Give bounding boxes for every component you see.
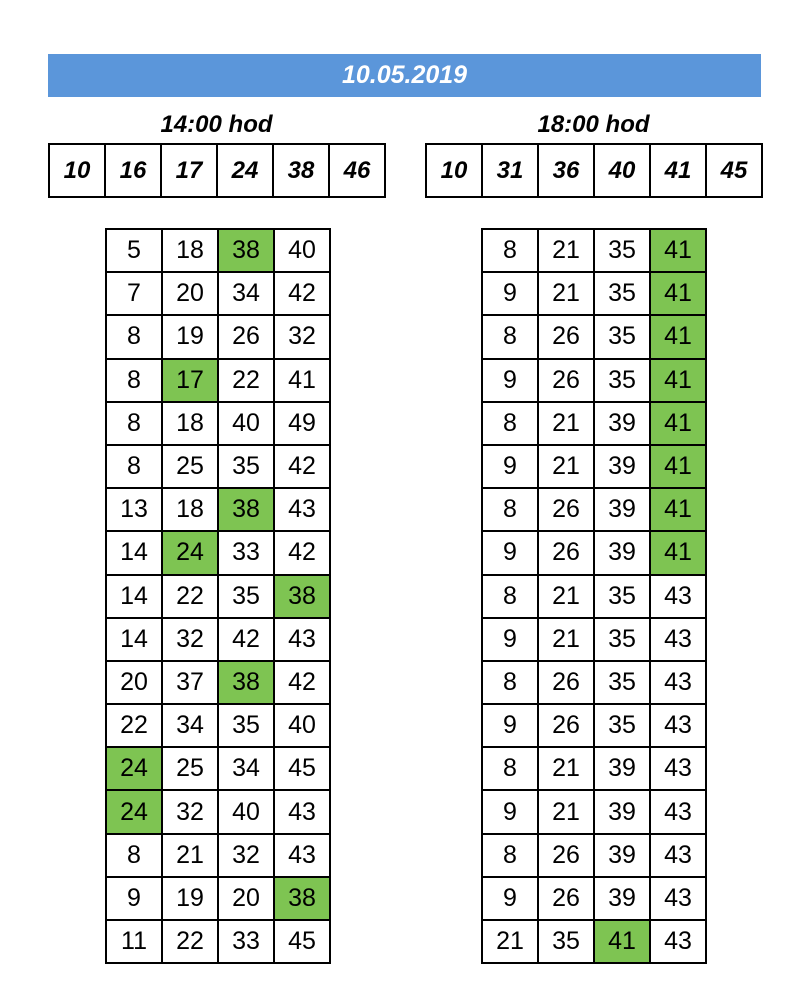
ticket-number: 18 <box>162 488 218 531</box>
ticket-number: 35 <box>218 575 274 618</box>
ticket-number: 41 <box>650 531 706 574</box>
ticket-number: 34 <box>162 704 218 747</box>
ticket-number: 39 <box>594 531 650 574</box>
winning-number: 41 <box>651 143 707 198</box>
ticket-row <box>482 229 706 272</box>
ticket-number: 26 <box>218 315 274 358</box>
ticket-row <box>482 402 706 445</box>
winning-number: 10 <box>50 143 106 198</box>
session-label-1800: 18:00 hod <box>537 111 650 138</box>
ticket-number: 42 <box>274 531 330 574</box>
ticket-number: 39 <box>594 445 650 488</box>
ticket-number: 43 <box>650 704 706 747</box>
date-title: 10.05.2019 <box>48 54 761 97</box>
ticket-row <box>482 747 706 790</box>
ticket-number: 8 <box>482 575 538 618</box>
ticket-number: 14 <box>106 618 162 661</box>
ticket-number: 26 <box>538 834 594 877</box>
ticket-row <box>106 315 330 358</box>
ticket-number: 42 <box>218 618 274 661</box>
ticket-number: 42 <box>274 661 330 704</box>
ticket-number: 18 <box>162 402 218 445</box>
ticket-row <box>106 272 330 315</box>
ticket-grid-1800 <box>481 228 707 964</box>
ticket-number: 38 <box>274 575 330 618</box>
winning-number: 17 <box>162 143 218 198</box>
ticket-number: 33 <box>218 920 274 963</box>
ticket-number: 35 <box>594 272 650 315</box>
ticket-number: 19 <box>162 315 218 358</box>
ticket-number: 41 <box>650 445 706 488</box>
ticket-number: 26 <box>538 661 594 704</box>
ticket-number: 34 <box>218 272 274 315</box>
ticket-number: 42 <box>274 445 330 488</box>
ticket-number: 22 <box>162 575 218 618</box>
winning-number: 38 <box>274 143 330 198</box>
ticket-number: 38 <box>218 229 274 272</box>
ticket-row <box>482 877 706 920</box>
winning-number: 16 <box>106 143 162 198</box>
ticket-row <box>482 834 706 877</box>
ticket-number: 8 <box>482 834 538 877</box>
ticket-number: 43 <box>650 920 706 963</box>
ticket-number: 34 <box>218 747 274 790</box>
ticket-number: 8 <box>106 315 162 358</box>
winning-number: 46 <box>330 143 386 198</box>
ticket-number: 21 <box>538 618 594 661</box>
ticket-number: 45 <box>274 920 330 963</box>
ticket-number: 43 <box>650 877 706 920</box>
ticket-row <box>106 877 330 920</box>
ticket-row <box>106 402 330 445</box>
winning-number: 40 <box>595 143 651 198</box>
ticket-number: 21 <box>538 402 594 445</box>
ticket-number: 20 <box>106 661 162 704</box>
ticket-number: 43 <box>274 790 330 833</box>
ticket-number: 35 <box>594 359 650 402</box>
ticket-number: 8 <box>106 359 162 402</box>
winning-numbers-1400 <box>48 143 386 198</box>
ticket-row <box>106 229 330 272</box>
ticket-number: 9 <box>482 618 538 661</box>
winning-number: 31 <box>483 143 539 198</box>
ticket-row <box>482 618 706 661</box>
ticket-number: 35 <box>594 704 650 747</box>
ticket-row <box>482 704 706 747</box>
ticket-number: 20 <box>218 877 274 920</box>
winning-number: 24 <box>218 143 274 198</box>
ticket-number: 9 <box>482 877 538 920</box>
ticket-row <box>482 315 706 358</box>
ticket-number: 24 <box>106 747 162 790</box>
ticket-number: 21 <box>538 747 594 790</box>
ticket-number: 41 <box>650 488 706 531</box>
ticket-row <box>106 747 330 790</box>
ticket-row <box>482 359 706 402</box>
ticket-number: 35 <box>594 315 650 358</box>
ticket-number: 33 <box>218 531 274 574</box>
ticket-number: 18 <box>162 229 218 272</box>
ticket-number: 32 <box>274 315 330 358</box>
ticket-number: 41 <box>650 315 706 358</box>
ticket-number: 43 <box>650 790 706 833</box>
ticket-number: 9 <box>482 531 538 574</box>
ticket-number: 21 <box>482 920 538 963</box>
ticket-row <box>482 920 706 963</box>
ticket-number: 21 <box>538 790 594 833</box>
ticket-row <box>482 575 706 618</box>
ticket-number: 41 <box>274 359 330 402</box>
winning-numbers-1800 <box>425 143 763 198</box>
ticket-number: 8 <box>482 402 538 445</box>
ticket-number: 14 <box>106 531 162 574</box>
ticket-number: 8 <box>482 315 538 358</box>
ticket-number: 26 <box>538 488 594 531</box>
ticket-number: 8 <box>106 445 162 488</box>
ticket-number: 38 <box>218 488 274 531</box>
ticket-number: 39 <box>594 402 650 445</box>
session-label-1400: 14:00 hod <box>160 111 273 138</box>
ticket-number: 21 <box>162 834 218 877</box>
ticket-number: 43 <box>650 747 706 790</box>
ticket-number: 19 <box>162 877 218 920</box>
ticket-number: 8 <box>482 747 538 790</box>
ticket-row <box>106 488 330 531</box>
ticket-number: 41 <box>594 920 650 963</box>
ticket-row <box>482 790 706 833</box>
ticket-number: 32 <box>162 790 218 833</box>
ticket-number: 24 <box>162 531 218 574</box>
ticket-number: 43 <box>650 661 706 704</box>
ticket-row <box>106 575 330 618</box>
winning-number: 45 <box>707 143 763 198</box>
ticket-number: 43 <box>274 618 330 661</box>
ticket-number: 14 <box>106 575 162 618</box>
ticket-number: 26 <box>538 315 594 358</box>
ticket-number: 35 <box>218 445 274 488</box>
ticket-number: 7 <box>106 272 162 315</box>
ticket-number: 22 <box>106 704 162 747</box>
ticket-number: 5 <box>106 229 162 272</box>
ticket-number: 8 <box>482 229 538 272</box>
ticket-row <box>482 531 706 574</box>
ticket-row <box>106 445 330 488</box>
ticket-number: 39 <box>594 790 650 833</box>
winning-number: 10 <box>427 143 483 198</box>
ticket-number: 42 <box>274 272 330 315</box>
ticket-number: 35 <box>538 920 594 963</box>
ticket-number: 26 <box>538 531 594 574</box>
ticket-number: 24 <box>106 790 162 833</box>
winning-number: 36 <box>539 143 595 198</box>
ticket-row <box>106 704 330 747</box>
ticket-number: 35 <box>594 661 650 704</box>
ticket-number: 49 <box>274 402 330 445</box>
ticket-number: 21 <box>538 575 594 618</box>
ticket-number: 8 <box>106 402 162 445</box>
ticket-number: 37 <box>162 661 218 704</box>
ticket-number: 9 <box>482 445 538 488</box>
ticket-number: 35 <box>594 229 650 272</box>
ticket-number: 13 <box>106 488 162 531</box>
ticket-number: 21 <box>538 272 594 315</box>
ticket-number: 8 <box>106 834 162 877</box>
ticket-number: 22 <box>218 359 274 402</box>
ticket-number: 9 <box>482 790 538 833</box>
ticket-number: 22 <box>162 920 218 963</box>
ticket-number: 39 <box>594 834 650 877</box>
ticket-number: 9 <box>106 877 162 920</box>
ticket-number: 43 <box>274 834 330 877</box>
ticket-number: 38 <box>274 877 330 920</box>
ticket-row <box>482 272 706 315</box>
ticket-number: 9 <box>482 359 538 402</box>
ticket-number: 40 <box>218 402 274 445</box>
ticket-row <box>106 661 330 704</box>
ticket-number: 21 <box>538 445 594 488</box>
ticket-number: 35 <box>594 575 650 618</box>
ticket-row <box>482 488 706 531</box>
ticket-number: 25 <box>162 445 218 488</box>
ticket-number: 9 <box>482 272 538 315</box>
ticket-number: 45 <box>274 747 330 790</box>
ticket-number: 41 <box>650 359 706 402</box>
ticket-number: 26 <box>538 704 594 747</box>
ticket-row <box>106 531 330 574</box>
ticket-number: 41 <box>650 272 706 315</box>
ticket-number: 35 <box>594 618 650 661</box>
ticket-number: 40 <box>218 790 274 833</box>
ticket-number: 35 <box>218 704 274 747</box>
ticket-number: 8 <box>482 488 538 531</box>
ticket-row <box>106 920 330 963</box>
ticket-number: 38 <box>218 661 274 704</box>
ticket-number: 32 <box>218 834 274 877</box>
ticket-number: 43 <box>650 575 706 618</box>
ticket-number: 43 <box>650 834 706 877</box>
ticket-number: 40 <box>274 229 330 272</box>
ticket-number: 26 <box>538 877 594 920</box>
ticket-number: 20 <box>162 272 218 315</box>
ticket-number: 32 <box>162 618 218 661</box>
ticket-number: 43 <box>274 488 330 531</box>
ticket-number: 17 <box>162 359 218 402</box>
ticket-number: 26 <box>538 359 594 402</box>
ticket-number: 40 <box>274 704 330 747</box>
ticket-number: 8 <box>482 661 538 704</box>
ticket-number: 39 <box>594 488 650 531</box>
ticket-row <box>106 359 330 402</box>
ticket-grid-1400 <box>105 228 331 964</box>
ticket-number: 43 <box>650 618 706 661</box>
ticket-row <box>106 618 330 661</box>
ticket-row <box>106 834 330 877</box>
ticket-number: 11 <box>106 920 162 963</box>
ticket-row <box>106 790 330 833</box>
ticket-number: 41 <box>650 229 706 272</box>
ticket-row <box>482 445 706 488</box>
ticket-number: 25 <box>162 747 218 790</box>
ticket-number: 39 <box>594 877 650 920</box>
ticket-row <box>482 661 706 704</box>
ticket-number: 9 <box>482 704 538 747</box>
ticket-number: 21 <box>538 229 594 272</box>
ticket-number: 39 <box>594 747 650 790</box>
ticket-number: 41 <box>650 402 706 445</box>
